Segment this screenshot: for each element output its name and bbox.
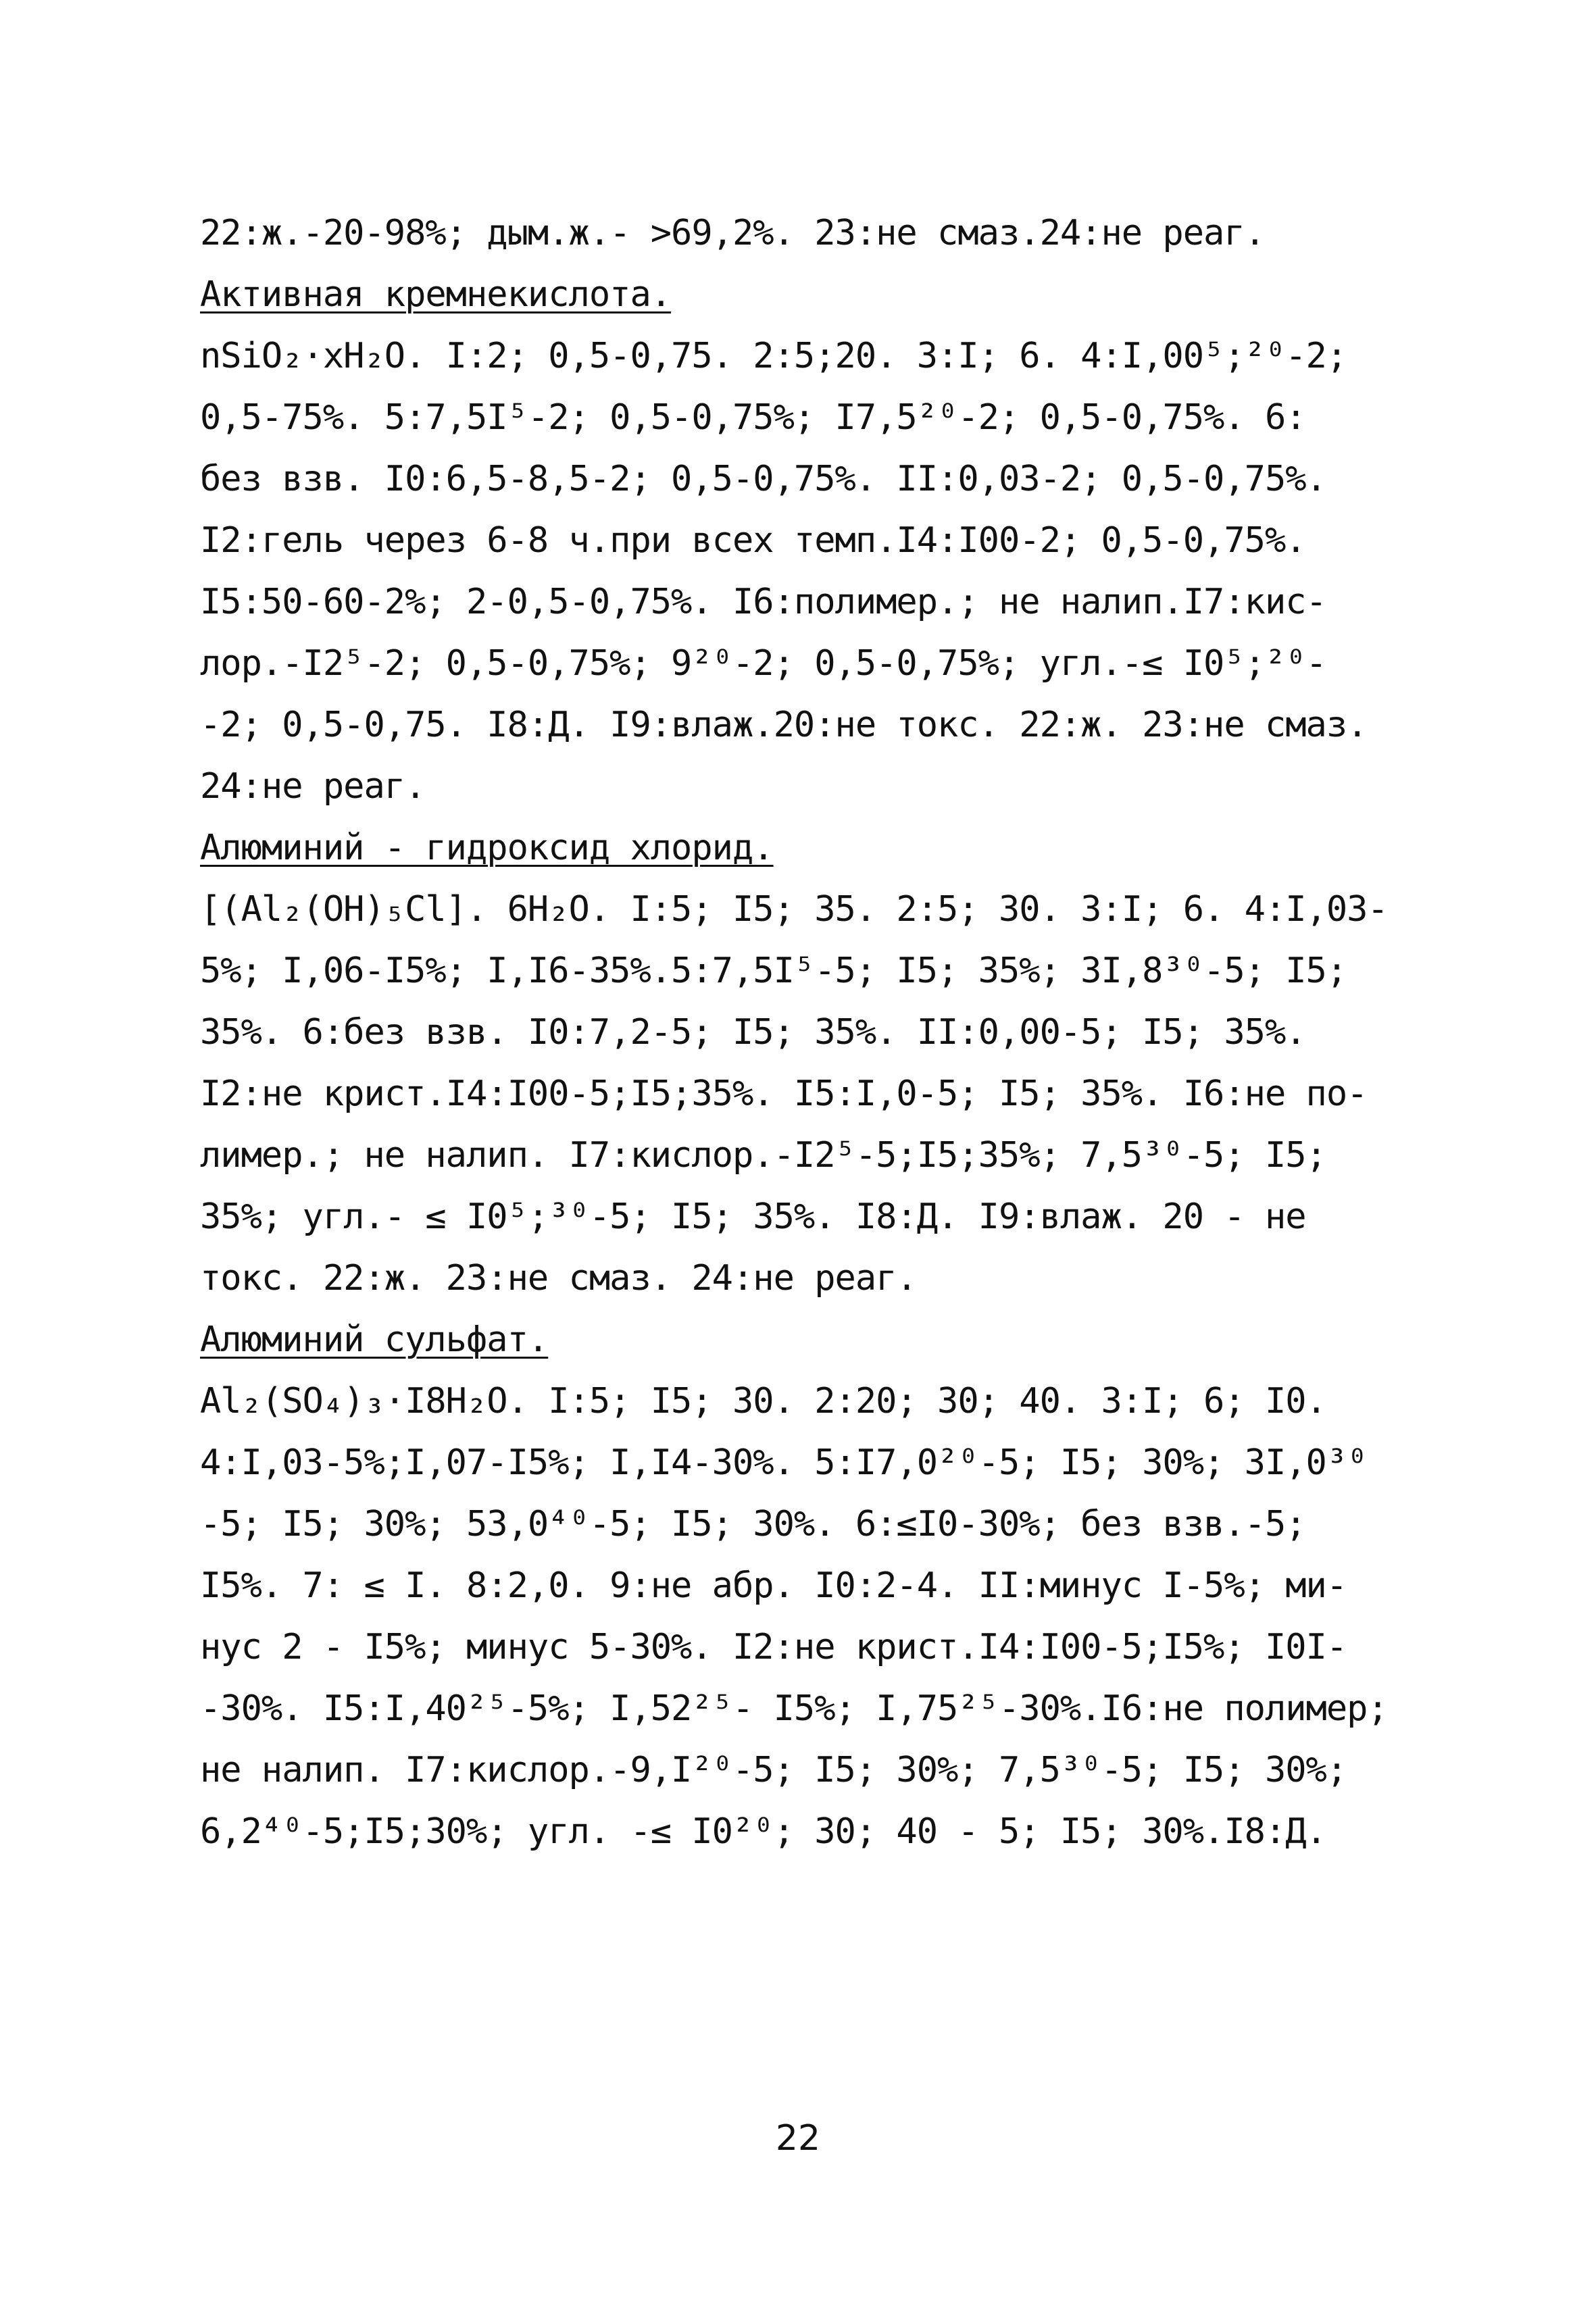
text-line: лимер.; не налип. I7:кислор.-I2⁵-5;I5;35%; 7,5³⁰-5; I5; bbox=[200, 1135, 1326, 1176]
text-line: токс. 22:ж. 23:не смаз. 24:не реаг. bbox=[200, 1258, 917, 1299]
text-line: nSiO₂·xH₂O. I:2; 0,5-0,75. 2:5;20. 3:I; 6. 4:I,00⁵;²⁰-2; bbox=[200, 336, 1347, 376]
text-line: -30%. I5:I,40²⁵-5%; I,52²⁵- I5%; I,75²⁵-30%.I6:не полимер; bbox=[200, 1688, 1388, 1729]
text-line: 5%; I,06-I5%; I,I6-35%.5:7,5I⁵-5; I5; 35%; 3I,8³⁰-5; I5; bbox=[200, 951, 1347, 991]
text-line: без взв. I0:6,5-8,5-2; 0,5-0,75%. II:0,03-2; 0,5-0,75%. bbox=[200, 459, 1326, 499]
page-number: 22 bbox=[775, 2118, 821, 2159]
text-line: не налип. I7:кислор.-9,I²⁰-5; I5; 30%; 7,5³⁰-5; I5; 30%; bbox=[200, 1750, 1347, 1790]
text-line: 22:ж.-20-98%; дым.ж.- >69,2%. 23:не смаз.24:не реаг. bbox=[200, 213, 1265, 253]
text-line: I2:гель через 6-8 ч.при всех темп.I4:I00-2; 0,5-0,75%. bbox=[200, 520, 1306, 561]
section-heading: Алюминий - гидроксид хлорид. bbox=[200, 828, 774, 868]
text-line: 24:не реаг. bbox=[200, 766, 426, 807]
section-heading: Алюминий сульфат. bbox=[200, 1319, 549, 1360]
text-line: 6,2⁴⁰-5;I5;30%; угл. -≤ I0²⁰; 30; 40 - 5; I5; 30%.I8:Д. bbox=[200, 1811, 1326, 1852]
document-body bbox=[200, 203, 1437, 1863]
text-line: -5; I5; 30%; 53,0⁴⁰-5; I5; 30%. 6:≤I0-30%; без взв.-5; bbox=[200, 1504, 1306, 1544]
text-line: [(Al₂(OH)₅Cl]. 6H₂O. I:5; I5; 35. 2:5; 30. 3:I; 6. 4:I,03- bbox=[200, 889, 1388, 930]
text-line: нус 2 - I5%; минус 5-30%. I2:не крист.I4:I00-5;I5%; I0I- bbox=[200, 1627, 1347, 1667]
text-line: 35%. 6:без взв. I0:7,2-5; I5; 35%. II:0,00-5; I5; 35%. bbox=[200, 1012, 1306, 1053]
text-line: 4:I,03-5%;I,07-I5%; I,I4-30%. 5:I7,0²⁰-5; I5; 30%; 3I,0³⁰ bbox=[200, 1442, 1368, 1483]
section-heading: Активная кремнекислота. bbox=[200, 274, 672, 315]
text-line: Al₂(SO₄)₃·I8H₂O. I:5; I5; 30. 2:20; 30; 40. 3:I; 6; I0. bbox=[200, 1381, 1326, 1422]
text-line: -2; 0,5-0,75. I8:Д. I9:влаж.20:не токс. 22:ж. 23:не смаз. bbox=[200, 705, 1368, 745]
text-line: 0,5-75%. 5:7,5I⁵-2; 0,5-0,75%; I7,5²⁰-2; 0,5-0,75%. 6: bbox=[200, 397, 1306, 438]
text-line: 35%; угл.- ≤ I0⁵;³⁰-5; I5; 35%. I8:Д. I9:влаж. 20 - не bbox=[200, 1197, 1306, 1237]
text-line: I5%. 7: ≤ I. 8:2,0. 9:не абр. I0:2-4. II:минус I-5%; ми- bbox=[200, 1565, 1347, 1606]
text-line: I2:не крист.I4:I00-5;I5;35%. I5:I,0-5; I5; 35%. I6:не по- bbox=[200, 1074, 1368, 1114]
text-line: I5:50-60-2%; 2-0,5-0,75%. I6:полимер.; не налип.I7:кис- bbox=[200, 582, 1326, 622]
text-line: лор.-I2⁵-2; 0,5-0,75%; 9²⁰-2; 0,5-0,75%; угл.-≤ I0⁵;²⁰- bbox=[200, 643, 1326, 684]
